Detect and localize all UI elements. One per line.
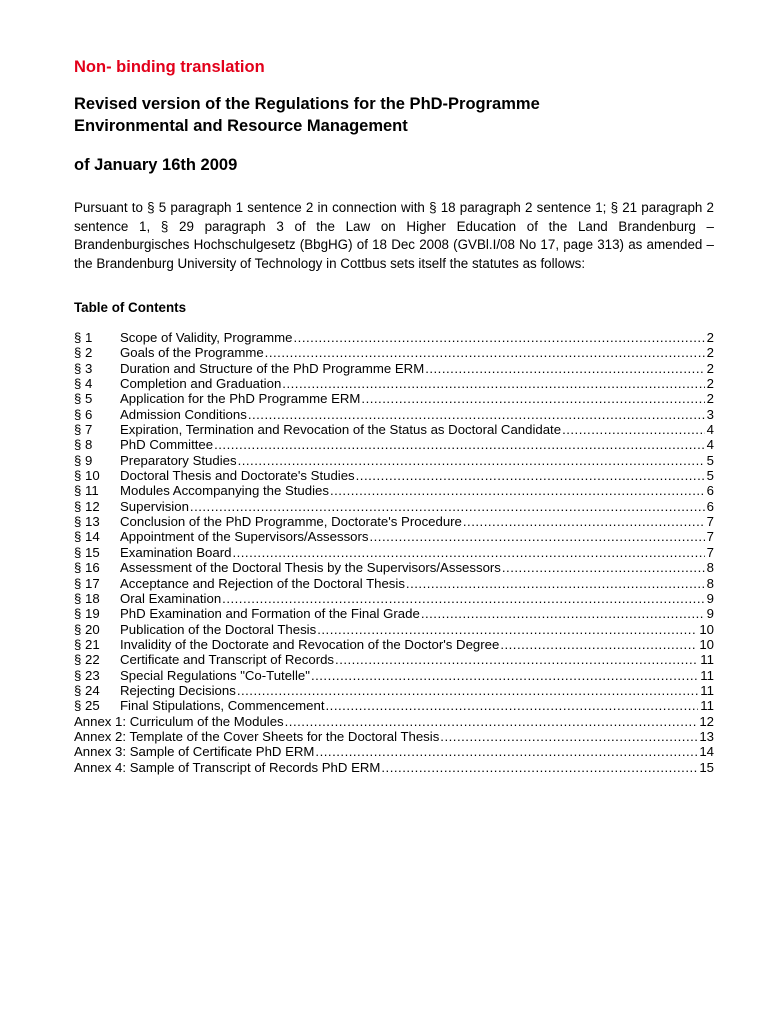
toc-leader-dots — [285, 714, 698, 729]
toc-annex[interactable] — [74, 714, 714, 729]
toc-entry[interactable] — [74, 453, 714, 468]
toc-entry-page: 11 — [700, 652, 714, 668]
toc-entry-number: § 20 — [74, 621, 100, 637]
toc-entry-page: 4 — [706, 422, 714, 438]
toc-entry-page: 3 — [706, 406, 714, 422]
toc-entry[interactable] — [74, 407, 714, 422]
toc-entry-label: Examination Board — [120, 544, 232, 560]
toc-entry-number: § 18 — [74, 590, 100, 606]
toc-leader-dots — [562, 422, 705, 437]
toc-entry-label: Appointment of the Supervisors/Assessors — [120, 529, 369, 545]
toc-leader-dots — [421, 606, 705, 621]
toc-annex-label: Annex 4: Sample of Transcript of Records PhD ERM — [74, 759, 381, 775]
toc-entry-number: § 22 — [74, 652, 100, 668]
toc-entry[interactable] — [74, 529, 714, 544]
toc-entry-label: Special Regulations "Co-Tutelle" — [120, 667, 310, 683]
toc-entry-number: § 24 — [74, 682, 100, 698]
toc-entry-number: § 9 — [74, 452, 93, 468]
toc-leader-dots — [356, 468, 705, 483]
toc-entry-label: Completion and Graduation — [120, 376, 282, 392]
toc-entry-page: 6 — [706, 483, 714, 499]
toc-entry-page: 10 — [699, 621, 714, 637]
toc-entry-label: Final Stipulations, Commencement — [120, 698, 325, 714]
toc-leader-dots — [294, 330, 705, 345]
toc-entry-label: Supervision — [120, 498, 189, 514]
toc-entry-number: § 8 — [74, 437, 93, 453]
toc-heading: Table of Contents — [74, 300, 187, 315]
toc-entry-label: Goals of the Programme — [120, 345, 264, 361]
toc-entry[interactable] — [74, 376, 714, 391]
toc-entry-label: Expiration, Termination and Revocation of the Status as Doctoral Candidate — [120, 422, 562, 438]
toc-annex-label: Annex 3: Sample of Certificate PhD ERM — [74, 744, 315, 760]
toc-entry[interactable] — [74, 330, 714, 345]
toc-entry[interactable] — [74, 683, 714, 698]
toc-annex[interactable] — [74, 729, 714, 744]
toc-entry-label: Modules Accompanying the Studies — [120, 483, 329, 499]
toc-leader-dots — [502, 560, 705, 575]
toc-entry-number: § 13 — [74, 514, 100, 530]
toc-entry-label: Doctoral Thesis and Doctorate's Studies — [120, 468, 355, 484]
toc-entry[interactable] — [74, 483, 714, 498]
toc-entry-number: § 4 — [74, 376, 93, 392]
toc-leader-dots — [214, 437, 705, 452]
toc-entry-page: 7 — [706, 514, 714, 530]
toc-entry-number: § 25 — [74, 698, 100, 714]
toc-entry[interactable] — [74, 698, 714, 713]
toc-entry[interactable] — [74, 437, 714, 452]
toc-entry[interactable] — [74, 591, 714, 606]
translation-notice: Non- binding translation — [74, 58, 265, 76]
toc-entry-number: § 5 — [74, 391, 93, 407]
toc-entry-page: 11 — [700, 682, 714, 698]
toc-entry-page: 2 — [706, 330, 714, 345]
toc-annex-label: Annex 1: Curriculum of the Modules — [74, 713, 284, 729]
toc-leader-dots — [238, 453, 705, 468]
toc-annex-label: Annex 2: Template of the Cover Sheets for the Doctoral Thesis — [74, 728, 440, 744]
toc-annex[interactable] — [74, 760, 714, 775]
toc-entry-label: Oral Examination — [120, 590, 222, 606]
toc-leader-dots — [406, 576, 705, 591]
toc-leader-dots — [315, 744, 697, 759]
toc-entry-number: § 15 — [74, 544, 100, 560]
toc-entry[interactable] — [74, 391, 714, 406]
toc-leader-dots — [237, 683, 698, 698]
toc-leader-dots — [361, 391, 704, 406]
toc-entry-page: 11 — [700, 698, 714, 714]
intro-paragraph: Pursuant to § 5 paragraph 1 sentence 2 in connection with § 18 paragraph 2 sentence 1; § 21 paragraph 2 sentence 1, § 29 paragraph 3 of the Law on Higher Education of the Land Brandenburg – Brandenburgisches Hochschulgesetz (BbgHG) of 18 Dec 2008 (GVBl.I/08 No 17, page 313) as amended – the Brandenburg University of Technology in Cottbus sets itself the statutes as follows: — [74, 200, 714, 271]
toc-leader-dots — [440, 729, 697, 744]
toc-entry[interactable] — [74, 422, 714, 437]
toc-entry-number: § 10 — [74, 468, 100, 484]
toc-entry[interactable] — [74, 499, 714, 514]
toc-entry-number: § 2 — [74, 345, 93, 361]
toc-entry[interactable] — [74, 622, 714, 637]
toc-entry-number: § 21 — [74, 636, 100, 652]
table-of-contents — [74, 330, 714, 775]
toc-entry-label: Scope of Validity, Programme — [120, 330, 293, 345]
toc-entry-label: Acceptance and Rejection of the Doctoral Thesis — [120, 575, 405, 591]
toc-entry-number: § 14 — [74, 529, 100, 545]
toc-entry-page: 7 — [706, 544, 714, 560]
toc-leader-dots — [500, 637, 697, 652]
toc-entry-number: § 16 — [74, 560, 100, 576]
toc-entry-label: Conclusion of the PhD Programme, Doctorate's Procedure — [120, 514, 462, 530]
toc-entry-number: § 7 — [74, 422, 93, 438]
toc-entry-label: Assessment of the Doctoral Thesis by the Supervisors/Assessors — [120, 560, 501, 576]
toc-entry-number: § 3 — [74, 360, 93, 376]
title-line-1: Revised version of the Regulations for the PhD-Programme — [74, 95, 540, 113]
toc-entry-page: 5 — [706, 468, 714, 484]
toc-leader-dots — [330, 483, 705, 498]
toc-entry-label: Rejecting Decisions — [120, 682, 236, 698]
toc-entry[interactable] — [74, 468, 714, 483]
toc-entry-number: § 6 — [74, 406, 93, 422]
toc-annex[interactable] — [74, 744, 714, 759]
toc-entry[interactable] — [74, 606, 714, 621]
toc-leader-dots — [282, 376, 704, 391]
toc-entry-number: § 12 — [74, 498, 100, 514]
toc-entry[interactable] — [74, 576, 714, 591]
toc-leader-dots — [311, 668, 698, 683]
toc-entry-page: 9 — [706, 590, 714, 606]
toc-entry[interactable] — [74, 668, 714, 683]
document-date: of January 16th 2009 — [74, 156, 238, 174]
toc-entry-page: 8 — [706, 575, 714, 591]
toc-leader-dots — [463, 514, 705, 529]
toc-entry-page: 5 — [706, 452, 714, 468]
toc-entry[interactable] — [74, 361, 714, 376]
toc-leader-dots — [222, 591, 705, 606]
toc-leader-dots — [335, 652, 698, 667]
toc-entry-page: 2 — [706, 391, 714, 407]
toc-leader-dots — [381, 760, 697, 775]
toc-leader-dots — [265, 345, 705, 360]
toc-entry-page: 8 — [706, 560, 714, 576]
title-line-2: Environmental and Resource Management — [74, 117, 408, 135]
toc-entry-number: § 17 — [74, 575, 100, 591]
toc-leader-dots — [369, 529, 704, 544]
toc-entry-page: 7 — [706, 529, 714, 545]
document-title — [74, 93, 714, 137]
toc-entry-label: Application for the PhD Programme ERM — [120, 391, 361, 407]
toc-annex-page: 15 — [699, 759, 714, 775]
toc-annex-page: 13 — [699, 728, 714, 744]
toc-entry[interactable] — [74, 345, 714, 360]
toc-entry-label: Admission Conditions — [120, 406, 247, 422]
toc-entry[interactable] — [74, 560, 714, 575]
toc-leader-dots — [190, 499, 705, 514]
toc-entry-label: Duration and Structure of the PhD Programme ERM — [120, 360, 425, 376]
toc-entry-page: 2 — [706, 360, 714, 376]
toc-entry-page: 9 — [706, 606, 714, 622]
toc-entry[interactable] — [74, 514, 714, 529]
toc-entry-label: PhD Examination and Formation of the Final Grade — [120, 606, 420, 622]
toc-entry-page: 2 — [706, 376, 714, 392]
toc-entry-number: § 19 — [74, 606, 100, 622]
toc-entry-label: Certificate and Transcript of Records — [120, 652, 335, 668]
toc-annex-page: 12 — [699, 713, 714, 729]
toc-entry-label: Preparatory Studies — [120, 452, 237, 468]
toc-entry-page: 10 — [699, 636, 714, 652]
document-page — [74, 58, 714, 775]
toc-entry-page: 6 — [706, 498, 714, 514]
toc-entry-number: § 11 — [74, 483, 99, 499]
toc-leader-dots — [425, 361, 704, 376]
toc-leader-dots — [326, 698, 699, 713]
toc-entry-label: Publication of the Doctoral Thesis — [120, 621, 317, 637]
toc-entry-page: 4 — [706, 437, 714, 453]
toc-entry-page: 2 — [706, 345, 714, 361]
toc-entry[interactable] — [74, 637, 714, 652]
toc-leader-dots — [232, 545, 704, 560]
toc-entry-number: § 23 — [74, 667, 100, 683]
toc-leader-dots — [248, 407, 705, 422]
toc-entry-number: § 1 — [74, 330, 93, 345]
toc-annex-page: 14 — [699, 744, 714, 760]
toc-leader-dots — [317, 622, 697, 637]
toc-entry[interactable] — [74, 545, 714, 560]
toc-entry-page: 11 — [700, 667, 714, 683]
toc-entry-label: PhD Committee — [120, 437, 214, 453]
toc-entry-label: Invalidity of the Doctorate and Revocation of the Doctor's Degree — [120, 636, 500, 652]
toc-entry[interactable] — [74, 652, 714, 667]
